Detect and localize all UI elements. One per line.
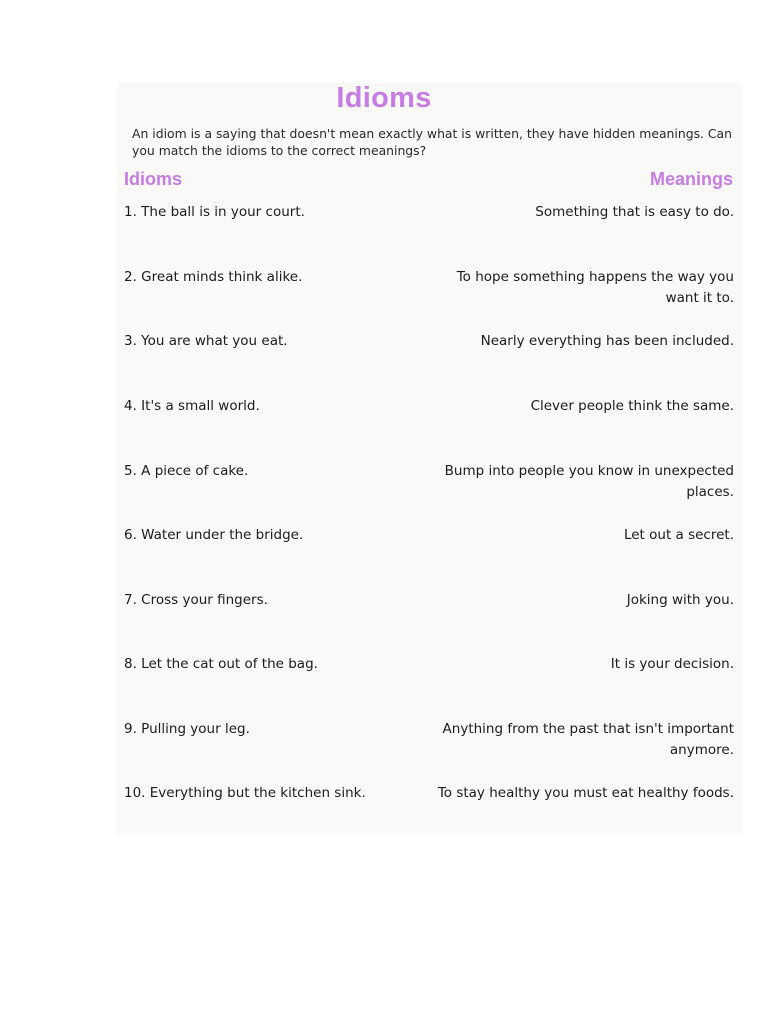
meaning-text: Nearly everything has been included. — [480, 333, 734, 349]
idiom-text: 7. Cross your fingers. — [124, 592, 268, 608]
idiom-text: 9. Pulling your leg. — [124, 721, 250, 737]
idiom-text: 2. Great minds think alike. — [124, 269, 303, 285]
meanings-column-header: Meanings — [649, 169, 733, 189]
meaning-text: Clever people think the same. — [530, 398, 734, 414]
idiom-text: 4. It's a small world. — [124, 398, 260, 414]
idiom-text: 3. You are what you eat. — [124, 333, 288, 349]
meaning-text: Let out a secret. — [623, 527, 734, 543]
meaning-text: It is your decision. — [610, 656, 734, 672]
intro-text: An idiom is a saying that doesn't mean exactly what is written, they have hidden meanings. Can you match the idioms to the correct meanings? — [132, 126, 733, 158]
meaning-text: Anything from the past that isn't important anymore. — [442, 721, 734, 758]
idiom-text: 8. Let the cat out of the bag. — [124, 656, 318, 672]
idiom-text: 6. Water under the bridge. — [124, 527, 304, 543]
idiom-text: 10. Everything but the kitchen sink. — [124, 785, 366, 801]
meaning-text: Joking with you. — [626, 592, 734, 608]
meaning-text: Something that is easy to do. — [535, 204, 734, 220]
page-title: Idioms — [336, 82, 432, 114]
idioms-column-header: Idioms — [124, 169, 183, 189]
meaning-text: Bump into people you know in unexpected places. — [444, 463, 734, 500]
idiom-text: 1. The ball is in your court. — [124, 204, 305, 220]
idiom-text: 5. A piece of cake. — [124, 463, 249, 479]
meaning-text: To hope something happens the way you want it to. — [456, 269, 734, 306]
meaning-text: To stay healthy you must eat healthy foods. — [437, 785, 734, 801]
